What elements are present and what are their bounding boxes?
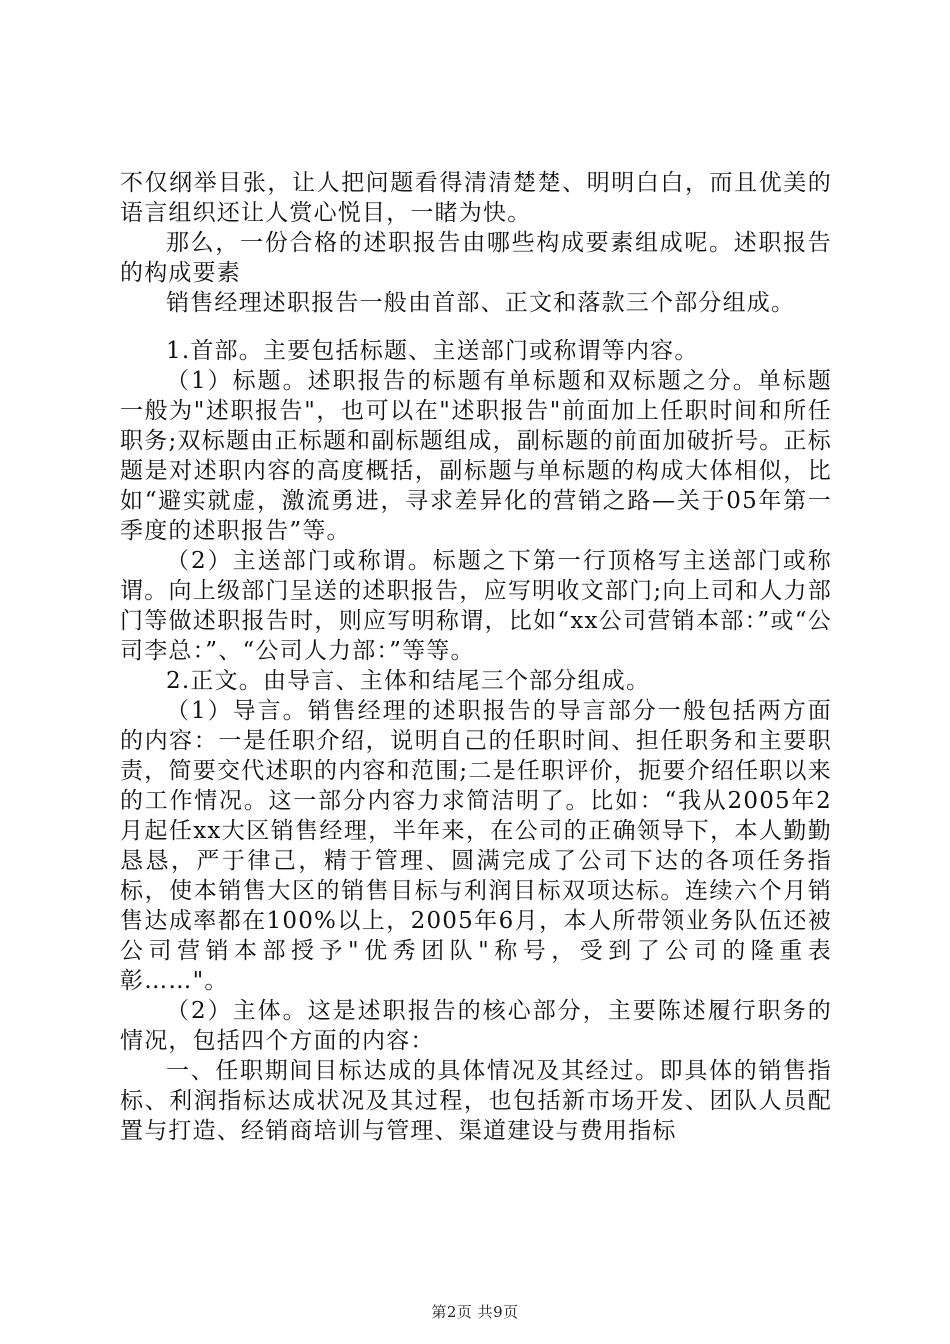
paragraph-main-text: 2.正文。由导言、主体和结尾三个部分组成。 — [166, 668, 651, 694]
paragraph-body-section: （2）主体。这是述职报告的核心部分，主要陈述履行职务的情况，包括四个方面的内容： — [120, 998, 832, 1054]
paragraph-target-achievement: 一、任职期间目标达成的具体情况及其经过。即具体的销售指标、利润指标达成状况及其过程，也包括新市场开发、团队人员配置与打造、经销商培训与管理、渠道建设与费用指标 — [120, 1058, 832, 1144]
paragraph-introduction: （1）导言。销售经理的述职报告的导言部分一般包括两方面的内容：一是任职介绍，说明自己的任职时间、担任职务和主要职责，简要交代述职的内容和范围;二是任职评价，扼要介绍任职以来的工作情况。这一部分内容力求简洁明了。比如：“我从2005年2月起任xx大区销售经理，半年来，在公司的正确领导下，本人勤勤恳恳，严于律己，精于管理、圆满完成了公司下达的各项任务指标，使本销售大区的销售目标与利润目标双项达标。连续六个月销售达成率都在100%以上，2005年6月，本人所带领业务队伍还被公司营销本部授予"优秀团队"称号，受到了公司的隆重表彰……"。 — [120, 698, 832, 994]
paragraph-title: （1）标题。述职报告的标题有单标题和双标题之分。单标题一般为"述职报告"，也可以在"述职报告"前面加上任职时间和所任职务;双标题由正标题和副标题组成，副标题的前面加破折号。正标题是对述职内容的高度概括，副标题与单标题的构成大体相似，比如“避实就虚，激流勇进，寻求差异化的营销之路—关于05年第一季度的述职报告”等。 — [120, 368, 832, 544]
paragraph-three-parts: 销售经理述职报告一般由首部、正文和落款三个部分组成。 — [166, 290, 796, 316]
paragraph-recipient: （2）主送部门或称谓。标题之下第一行顶格写主送部门或称谓。向上级部门呈送的述职报告，应写明收文部门;向上司和人力部门等做述职报告时，则应写明称谓，比如“xx公司营销本部：”或“公司李总：”、“公司人力部：”等等。 — [120, 548, 832, 664]
paragraph-elements-question: 那么，一份合格的述职报告由哪些构成要素组成呢。述职报告的构成要素 — [120, 230, 832, 286]
paragraph-header-section: 1.首部。主要包括标题、主送部门或称谓等内容。 — [166, 338, 699, 364]
paragraph-intro-continuation: 不仅纲举目张，让人把问题看得清清楚楚、明明白白，而且优美的语言组织还让人赏心悦目，一睹为快。 — [120, 170, 832, 226]
document-body — [120, 168, 832, 1146]
page-footer: 第2页 共9页 — [431, 1303, 519, 1321]
